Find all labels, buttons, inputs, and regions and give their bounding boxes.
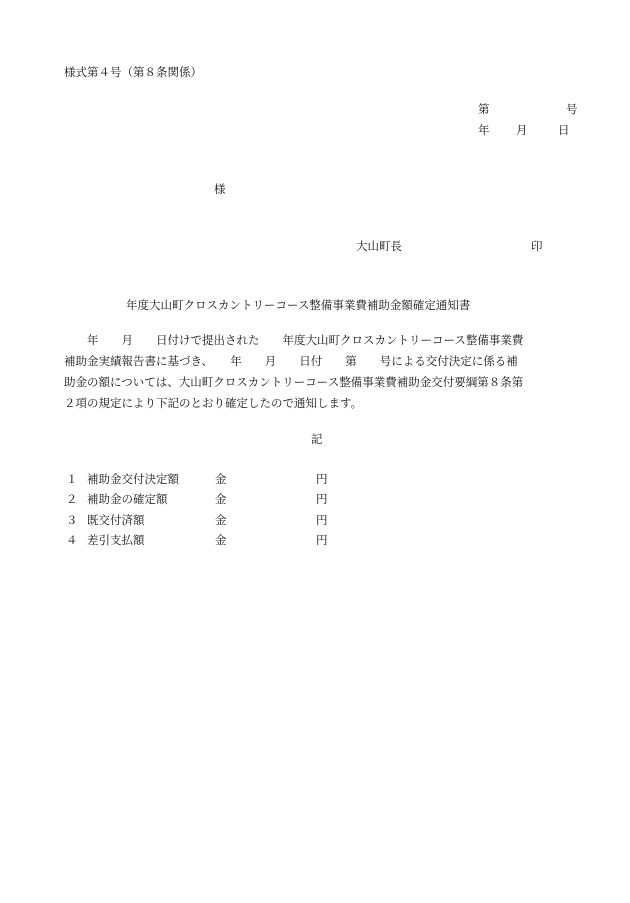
date-year: 年: [478, 123, 490, 137]
issuer-name: 大山町長: [356, 239, 402, 253]
addressee-honorific: 様: [214, 182, 226, 196]
item-kin: 金: [215, 532, 227, 547]
item-yen: 円: [316, 532, 328, 547]
item-kin: 金: [215, 512, 227, 527]
seal-mark: 印: [531, 239, 543, 253]
document-number-suffix: 号: [566, 102, 578, 116]
body-line: 補助金実績報告書に基づき、 年 月 日付 第 号による交付決定に係る補: [64, 354, 518, 368]
date-day: 日: [558, 123, 570, 137]
form-number: 様式第４号（第８条関係）: [64, 65, 202, 79]
document-title: 年度大山町クロスカントリーコース整備事業費補助金額確定通知書: [126, 298, 471, 312]
body-paragraph: [64, 334, 577, 418]
list-item: [66, 474, 366, 494]
item-label: 既交付済額: [87, 512, 145, 527]
item-yen: 円: [316, 492, 328, 507]
body-line: ２項の規定により下記のとおり確定したので通知します。: [64, 396, 363, 410]
item-kin: 金: [215, 472, 227, 486]
items-list: [66, 474, 366, 555]
document-number-prefix: 第: [478, 102, 490, 116]
body-line: 助金の額については、大山町クロスカントリーコース整備事業費補助金交付要綱第８条第: [64, 375, 524, 389]
list-item: [66, 532, 366, 555]
item-yen: 円: [316, 512, 328, 527]
item-yen: 円: [316, 472, 328, 486]
item-number: ３: [66, 512, 78, 527]
item-number: ２: [66, 492, 78, 507]
body-line: 年 月 日付けで提出された 年度大山町クロスカントリーコース整備事業費: [64, 333, 524, 347]
list-item: [66, 494, 366, 514]
item-kin: 金: [215, 492, 227, 507]
item-number: １: [66, 472, 78, 486]
item-label: 補助金の確定額: [87, 492, 168, 507]
list-item: [66, 512, 366, 535]
item-label: 差引支払額: [87, 532, 145, 547]
ki-heading: 記: [311, 432, 323, 446]
item-label: 補助金交付決定額: [87, 472, 179, 486]
item-number: ４: [66, 532, 78, 547]
date-month: 月: [516, 123, 528, 137]
